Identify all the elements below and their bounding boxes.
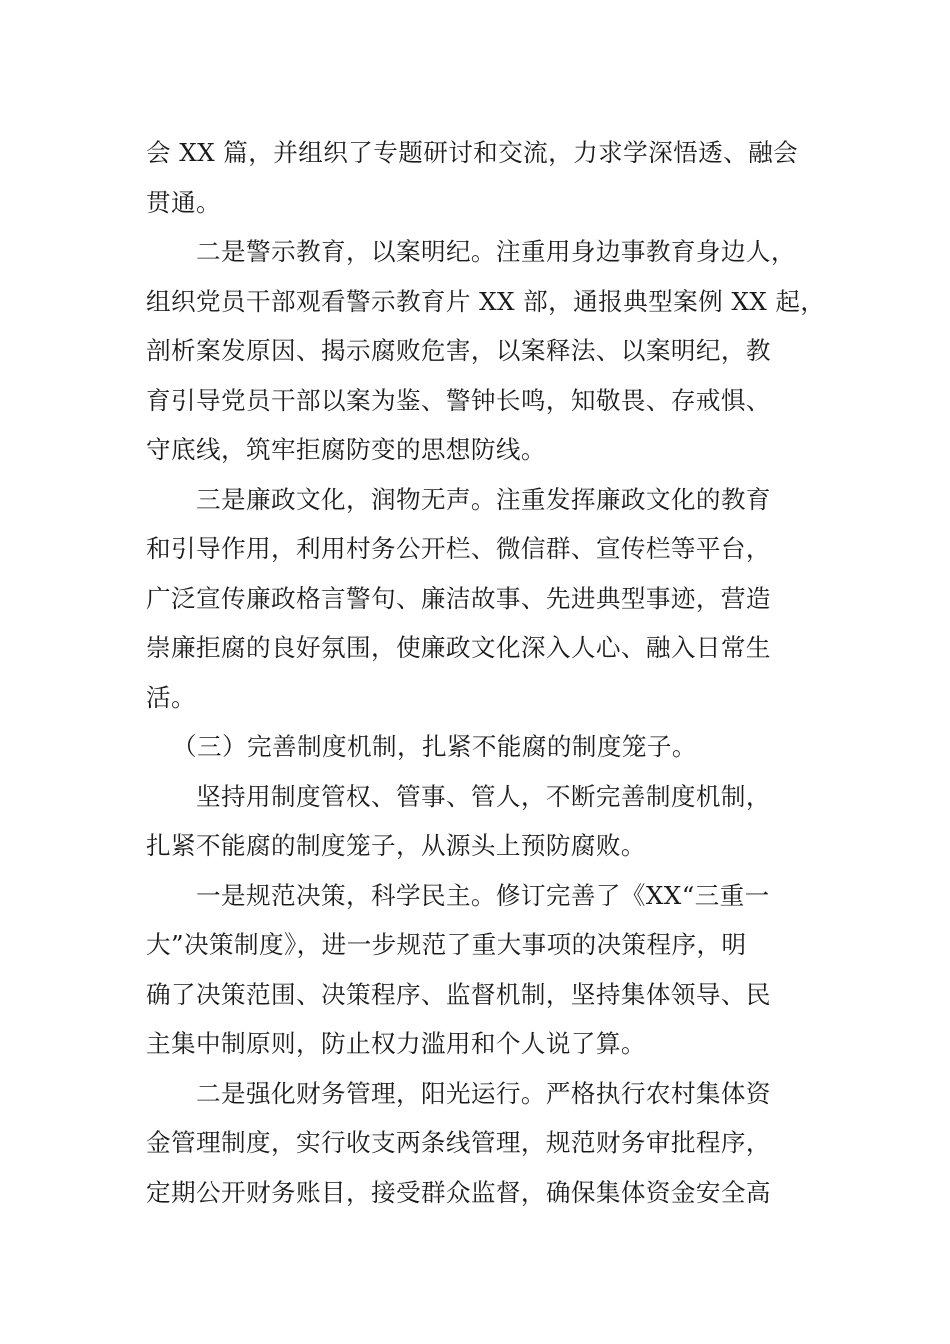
paragraph-line: 三是廉政文化，润物无声。注重发挥廉政文化的教育 xyxy=(196,485,771,514)
paragraph-line: 大”决策制度》，进一步规范了重大事项的决策程序，明 xyxy=(146,930,747,959)
paragraph-line: 定期公开财务账目，接受群众监督，确保集体资金安全高 xyxy=(146,1178,771,1207)
paragraph-line: 育引导党员干部以案为鉴、警钟长鸣，知敬畏、存戒惧、 xyxy=(146,386,771,415)
paragraph-line: 二是警示教育，以案明纪。注重用身边事教育身边人， xyxy=(196,237,796,266)
paragraph-line: 活。 xyxy=(146,683,196,712)
paragraph-line: 会 XX 篇，并组织了专题研讨和交流，力求学深悟透、融会 xyxy=(146,138,799,167)
paragraph-line: 二是强化财务管理，阳光运行。严格执行农村集体资 xyxy=(196,1079,771,1108)
paragraph-line: 和引导作用，利用村务公开栏、微信群、宣传栏等平台， xyxy=(146,534,771,563)
paragraph-line: 一是规范决策，科学民主。修订完善了《XX“三重一 xyxy=(196,881,770,910)
paragraph-line: 组织党员干部观看警示教育片 XX 部，通报典型案例 XX 起， xyxy=(146,287,826,316)
paragraph-line: 贯通。 xyxy=(146,188,221,217)
paragraph-line: 守底线，筑牢拒腐防变的思想防线。 xyxy=(146,435,546,464)
paragraph-line: 崇廉拒腐的良好氛围，使廉政文化深入人心、融入日常生 xyxy=(146,633,771,662)
section-heading: （三）完善制度机制，扎紧不能腐的制度笼子。 xyxy=(172,732,697,761)
paragraph-line: 坚持用制度管权、管事、管人，不断完善制度机制， xyxy=(196,782,771,811)
paragraph-line: 广泛宣传廉政格言警句、廉洁故事、先进典型事迹，营造 xyxy=(146,584,771,613)
paragraph-line: 剖析案发原因、揭示腐败危害，以案释法、以案明纪，教 xyxy=(146,336,771,365)
paragraph-line: 主集中制原则，防止权力滥用和个人说了算。 xyxy=(146,1029,646,1058)
paragraph-line: 扎紧不能腐的制度笼子，从源头上预防腐败。 xyxy=(146,831,646,860)
paragraph-line: 金管理制度，实行收支两条线管理，规范财务审批程序， xyxy=(146,1128,771,1157)
paragraph-line: 确了决策范围、决策程序、监督机制，坚持集体领导、民 xyxy=(146,980,771,1009)
